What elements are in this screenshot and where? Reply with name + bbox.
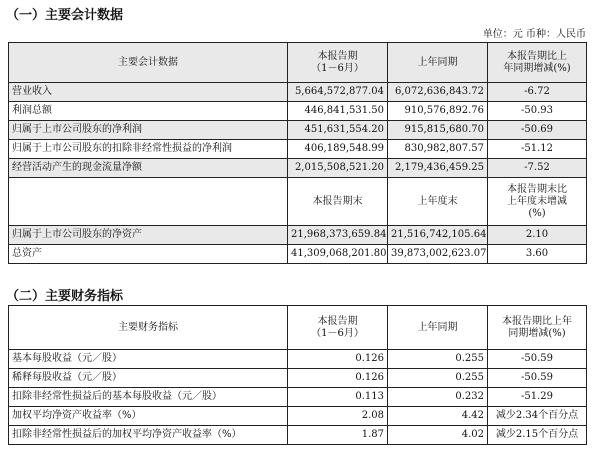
table-row-cell: 6,072,636,843.72 bbox=[388, 83, 488, 102]
table-row-cell: 2.08 bbox=[288, 407, 388, 426]
table-header-row-cell: 上年度末 bbox=[388, 178, 488, 226]
table-row bbox=[9, 102, 587, 121]
table-row bbox=[9, 369, 587, 388]
table-row-cell: 41,309,068,201.80 bbox=[288, 245, 388, 264]
unit-currency-note: 单位：元 币种：人民币 bbox=[482, 29, 586, 40]
table-row bbox=[9, 121, 587, 140]
table-row-cell: 446,841,531.50 bbox=[288, 102, 388, 121]
table-row-cell: 21,516,742,105.64 bbox=[388, 226, 488, 245]
table-header-row bbox=[9, 178, 587, 226]
table-row-cell: 0.126 bbox=[288, 369, 388, 388]
table-header-row bbox=[9, 306, 587, 350]
table-header-row-cell: 上年同期 bbox=[388, 43, 488, 83]
table-row-cell: -51.12 bbox=[488, 140, 587, 159]
table-row bbox=[9, 140, 587, 159]
table-row-cell: 0.113 bbox=[288, 388, 388, 407]
table-row-cell: 归属于上市公司股东的净资产 bbox=[9, 226, 288, 245]
table-header-row-cell: 本报告期比上 年同期增减(%) bbox=[488, 43, 587, 83]
table-row-cell: 减少2.15个百分点 bbox=[488, 426, 587, 445]
table-row-cell: 4.42 bbox=[388, 407, 488, 426]
table-row bbox=[9, 407, 587, 426]
table-row-cell: 910,576,892.76 bbox=[388, 102, 488, 121]
table-header-row-cell: 主要会计数据 bbox=[9, 43, 288, 83]
table-header-row-cell bbox=[9, 178, 288, 226]
table-row-cell: 3.60 bbox=[488, 245, 587, 264]
table-row-cell: 归属于上市公司股东的净利润 bbox=[9, 121, 288, 140]
table-row-cell: -6.72 bbox=[488, 83, 587, 102]
table-row-cell: 总资产 bbox=[9, 245, 288, 264]
section2-title: （二）主要财务指标 bbox=[6, 289, 124, 304]
table-row-cell: 5,664,572,877.04 bbox=[288, 83, 388, 102]
table-row-cell: -7.52 bbox=[488, 159, 587, 178]
table-row-cell: 稀释每股收益（元／股） bbox=[9, 369, 288, 388]
table-row bbox=[9, 226, 587, 245]
table-row-cell: 21,968,373,659.84 bbox=[288, 226, 388, 245]
table-row-cell: 0.255 bbox=[388, 369, 488, 388]
table-row-cell: 0.255 bbox=[388, 350, 488, 369]
table-row-cell: 915,815,680.70 bbox=[388, 121, 488, 140]
table-row-cell: -50.59 bbox=[488, 350, 587, 369]
table-row-cell: 830,982,807.57 bbox=[388, 140, 488, 159]
table-header-row-cell: 本报告期末 bbox=[288, 178, 388, 226]
table-header-row-cell: 本报告期 （1－6月） bbox=[288, 43, 388, 83]
table-row-cell: 扣除非经常性损益后的加权平均净资产收益率（%） bbox=[9, 426, 288, 445]
table-header-row-cell: 主要财务指标 bbox=[9, 306, 288, 350]
table-row-cell: 406,189,548.99 bbox=[288, 140, 388, 159]
table-row-cell: 2,015,508,521.20 bbox=[288, 159, 388, 178]
table-row-cell: 4.02 bbox=[388, 426, 488, 445]
table-header-row-cell: 本报告期比上年 同期增减(%) bbox=[488, 306, 587, 350]
table-header-row-cell: 上年同期 bbox=[388, 306, 488, 350]
table-row-cell: -50.69 bbox=[488, 121, 587, 140]
table-row-cell: -50.93 bbox=[488, 102, 587, 121]
table-row bbox=[9, 350, 587, 369]
table-row-cell: 加权平均净资产收益率（%） bbox=[9, 407, 288, 426]
table-row bbox=[9, 159, 587, 178]
table-row-cell: 利润总额 bbox=[9, 102, 288, 121]
table-row-cell: 2.10 bbox=[488, 226, 587, 245]
table-row-cell: 2,179,436,459.25 bbox=[388, 159, 488, 178]
table-row bbox=[9, 245, 587, 264]
table-row-cell: 451,631,554.20 bbox=[288, 121, 388, 140]
section1-title: （一）主要会计数据 bbox=[6, 8, 124, 23]
table-row-cell: 0.232 bbox=[388, 388, 488, 407]
accounting-data-table bbox=[8, 42, 587, 264]
table-row-cell: 经营活动产生的现金流量净额 bbox=[9, 159, 288, 178]
financial-indicators-table bbox=[8, 305, 587, 445]
table-row bbox=[9, 83, 587, 102]
table-row-cell: 营业收入 bbox=[9, 83, 288, 102]
table-row bbox=[9, 388, 587, 407]
table-header-row bbox=[9, 43, 587, 83]
table-row-cell: 基本每股收益（元／股） bbox=[9, 350, 288, 369]
table-row-cell: 减少2.34个百分点 bbox=[488, 407, 587, 426]
table-row-cell: -50.59 bbox=[488, 369, 587, 388]
table-row-cell: 归属于上市公司股东的扣除非经常性损益的净利润 bbox=[9, 140, 288, 159]
table-row-cell: -51.29 bbox=[488, 388, 587, 407]
table-header-row-cell: 本报告期末比 上年度末增减 (%) bbox=[488, 178, 587, 226]
table-row bbox=[9, 426, 587, 445]
table-row-cell: 扣除非经常性损益后的基本每股收益（元／股） bbox=[9, 388, 288, 407]
table-row-cell: 1.87 bbox=[288, 426, 388, 445]
table-row-cell: 39,873,002,623.07 bbox=[388, 245, 488, 264]
table-row-cell: 0.126 bbox=[288, 350, 388, 369]
table-header-row-cell: 本报告期 （1－6月） bbox=[288, 306, 388, 350]
